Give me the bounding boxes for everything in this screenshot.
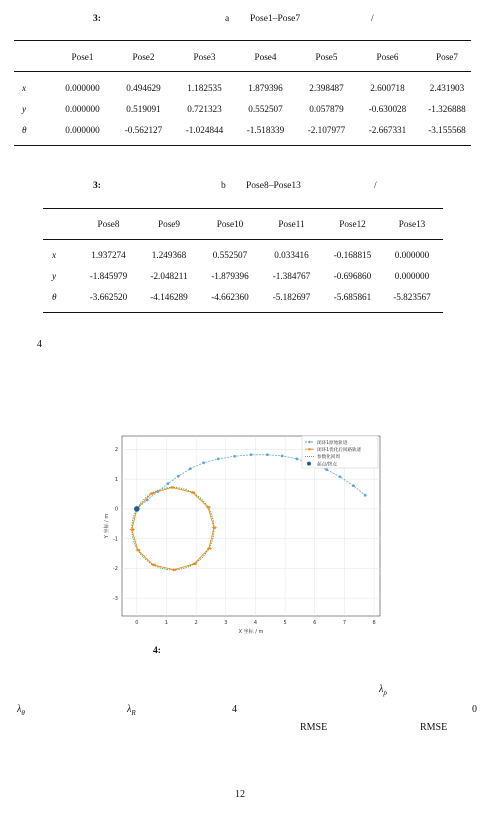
table-cell: 0.721323 [187,104,222,114]
table-cell: -0.562127 [124,125,163,135]
table-cell: 0.000000 [65,104,100,114]
optimized-trajectory-point [137,549,140,552]
table-cell: 0.057879 [309,104,344,114]
x-tick-label: 4 [253,620,258,626]
optimized-trajectory-point [208,547,211,550]
table-a-header: Pose2 [132,52,155,62]
legend-label: 闭环1原始轨迹 [317,440,348,446]
table-cell: 0.552507 [212,250,248,260]
table-a-header: Pose6 [376,52,399,62]
optimized-trajectory-point [173,569,176,572]
table-cell: -2.048211 [150,271,188,281]
raw-trajectory-point [339,475,342,478]
raw-trajectory-point [217,458,220,461]
legend-swatch [307,462,311,466]
row-label: θ [22,125,27,135]
table-cell: 0.000000 [394,250,430,260]
y-tick-label: -1 [113,536,118,543]
lambda-p: $\lambda_p$ [379,684,387,697]
figure-ref-number: 4 [232,704,237,715]
x-axis-label: X 坐标 / m [238,629,264,635]
table-cell: -1.845979 [89,271,128,281]
table-cell: 1.879396 [248,83,283,93]
table-a-header-row [22,50,476,64]
optimized-trajectory-point [193,563,196,566]
optimized-trajectory-point [131,528,134,531]
table-b-caption-slash: / [374,181,377,191]
table-a-caption-slash: / [371,14,374,24]
table-cell: 0.033416 [274,250,309,260]
table-a-caption-range: Pose1–Pose7 [250,14,301,24]
table-b-header: Pose11 [278,219,305,229]
row-label: θ [52,292,57,302]
raw-trajectory-point [233,455,236,458]
x-tick-label: 6 [313,620,317,626]
optimized-trajectory-point [150,492,153,495]
table-cell: -0.696860 [333,271,372,281]
zero-value: 0 [472,704,477,715]
raw-trajectory-point [296,458,299,461]
table-cell: -5.685861 [333,292,372,302]
table-a-header: Pose5 [315,52,338,62]
table-row [52,245,441,265]
y-axis-label: Y 坐标 / m [104,513,110,539]
table-cell: -2.667331 [368,125,407,135]
page-number: 12 [235,789,245,800]
table-cell: -0.630028 [368,104,407,114]
x-tick-label: 8 [372,620,376,626]
raw-trajectory-point [167,482,170,485]
row-label: y [52,271,57,281]
table-cell: 2.398487 [309,83,344,93]
table-cell: 0.552507 [248,104,283,114]
table-cell: 0.519091 [126,104,161,114]
figure-caption-number: 4: [153,646,161,656]
optimized-trajectory-point [207,506,210,509]
table-cell: -5.182697 [272,292,311,302]
y-tick-label: -2 [113,566,118,573]
y-tick-label: 0 [114,506,118,513]
table-cell: -1.518339 [246,125,285,135]
optimized-trajectory-point [152,564,155,567]
table-cell: -4.662360 [211,292,249,302]
table-row [52,287,441,307]
y-tick-label: -3 [113,595,118,602]
legend-label: 参数化回周 [317,455,340,461]
legend-label: 起点/终点 [317,462,337,468]
table-cell: 1.182535 [187,83,222,93]
raw-trajectory-point [177,475,180,478]
table-b-header: Pose8 [97,219,120,229]
table-a-header: Pose1 [71,52,94,62]
table-a-top-rule [14,40,471,41]
table-b-header: Pose10 [216,219,244,229]
table-b-caption-label: b [221,181,226,191]
table-cell: -1.879396 [211,271,249,281]
rmse-label-2: RMSE [420,722,448,733]
table-cell: 0.000000 [65,83,100,93]
raw-trajectory-point [189,467,192,470]
x-tick-label: 2 [194,620,198,626]
table-row [22,78,476,98]
section-number: 4 [37,339,42,350]
table-b-header-row [52,217,441,231]
y-tick-label: 2 [114,447,118,454]
row-label: x [52,250,57,260]
table-row [52,265,441,287]
table-cell: -1.326888 [428,104,466,114]
row-label: x [22,83,27,93]
table-a-corner [22,50,52,64]
lambda-theta: $\lambda_\theta$ [17,704,25,717]
table-cell: -2.107977 [307,125,346,135]
y-tick-label: 1 [114,476,118,483]
optimized-trajectory-point [171,486,174,489]
table-b-bottom-rule [43,312,443,313]
x-tick-label: 3 [224,620,228,626]
table-cell: -1.024844 [185,125,224,135]
x-tick-label: 5 [283,620,287,626]
x-tick-label: 0 [135,620,139,626]
table-cell: 2.431903 [429,83,465,93]
table-cell: 1.937274 [91,250,126,260]
lambda-r: $\lambda_R$ [127,704,136,717]
start-end-marker [134,506,140,512]
trajectory-figure [100,428,388,638]
raw-trajectory-point [281,455,284,458]
table-b-caption-range: Pose8–Pose13 [246,181,301,191]
table-b-caption-number: 3: [93,181,101,191]
raw-trajectory-point [352,484,355,487]
table-cell: -1.384767 [272,271,311,281]
table-cell: 0.000000 [65,125,100,135]
optimized-trajectory-point [191,491,194,494]
rmse-label-1: RMSE [300,722,328,733]
table-a [22,50,476,140]
table-row [22,98,476,120]
table-cell: 0.494629 [126,83,161,93]
table-cell: -3.155568 [428,125,466,135]
x-tick-label: 7 [342,620,347,626]
table-a-header: Pose3 [193,52,216,62]
legend-swatch-point [308,448,310,450]
table-b-corner [52,217,78,231]
x-tick-label: 1 [164,620,169,626]
table-cell: -5.823567 [393,292,431,302]
raw-trajectory-point [202,461,205,464]
table-b-header: Pose13 [398,219,426,229]
table-b-header: Pose12 [339,219,366,229]
raw-trajectory-point [250,453,253,456]
table-a-caption-number: 3: [93,14,101,24]
legend-label: 闭环1优化后回路轨迹 [317,448,362,453]
table-cell: -3.662520 [89,292,128,302]
table-b [52,217,441,307]
table-a-header: Pose7 [436,52,458,62]
table-cell: -4.146289 [150,292,188,302]
table-cell: 2.600718 [370,83,405,93]
table-a-bottom-rule [14,145,471,146]
raw-trajectory-point [266,453,269,456]
table-cell: 1.249368 [151,250,187,260]
optimized-trajectory-point [213,526,216,529]
table-cell: -0.168815 [333,250,372,260]
table-a-header: Pose4 [254,52,277,62]
table-a-caption-label: a [225,14,230,24]
table-row [22,120,476,140]
table-b-top-rule [43,208,443,209]
raw-trajectory-point [364,494,367,497]
table-cell: 0.000000 [394,271,430,281]
row-label: y [22,104,27,114]
legend-swatch-point [308,441,310,443]
table-b-header: Pose9 [158,219,180,229]
raw-trajectory-point [325,468,328,471]
